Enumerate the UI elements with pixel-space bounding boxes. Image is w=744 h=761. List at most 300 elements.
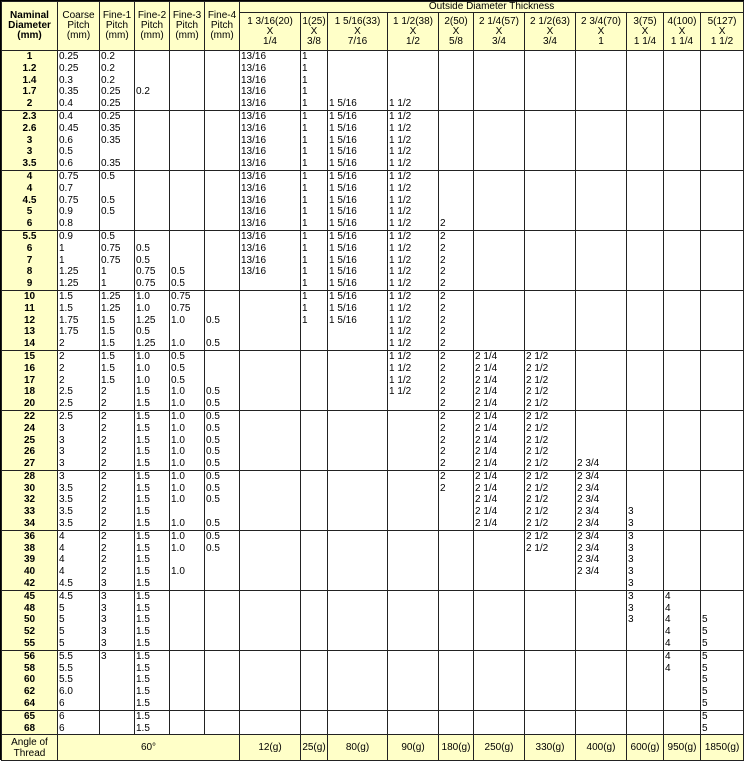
footer-label-line: Thread [13,747,46,759]
cell-value [577,158,625,170]
od-value-cell [576,710,627,735]
fine2-pitch-cell [135,470,170,530]
cell-value: 65 [23,710,36,722]
cell-value [702,494,742,506]
fine3-pitch-cell [170,290,205,350]
cell-value: 5.5 [59,674,73,686]
cell-value [475,554,523,566]
cell-value: 1 1/2 [389,278,412,290]
od-value-cell [576,290,627,350]
cell-value [702,291,742,303]
od-value-cell [576,51,627,111]
header-line: (mm) [17,30,42,41]
cell-value: 0.6 [59,158,73,170]
cell-value [577,183,625,195]
cell-value [665,183,699,195]
od-value-cell [664,710,701,735]
cell-value [440,98,472,110]
header-line: 2 1/4(57) [478,15,520,27]
cell-value [665,51,699,63]
od-value-cell [474,470,525,530]
header-line: X [354,25,361,37]
cell-value: 2 1/4 [475,434,498,446]
cell-value [526,338,574,350]
cell-value [665,566,699,578]
cell-value: 1.5 [136,410,150,422]
od-value-cell [240,530,301,590]
cell-value: 2 [101,434,107,446]
cell-value [206,303,238,315]
cell-value [206,206,238,218]
cell-value [206,663,238,675]
cell-value [389,483,437,495]
cell-value [241,398,299,410]
cell-value [665,554,699,566]
cell-value: 0.75 [59,170,79,182]
od-value-cell [664,470,701,530]
nominal-diameter-cell [2,230,58,290]
cell-value [475,51,523,63]
cell-value: 0.5 [206,314,220,326]
cell-value: 3 [59,458,65,470]
cell-value [475,171,523,183]
cell-value: 3 [101,590,107,602]
cell-value [440,686,472,698]
od-value-cell [525,650,576,710]
cell-value: 4 [665,602,671,614]
cell-value [206,591,238,603]
cell-value [206,98,238,110]
cell-value: 2 1/4 [475,458,498,470]
header-line: Pitch [175,20,199,31]
cell-value [475,674,523,686]
cell-value: 6.0 [59,686,73,698]
cell-value: 64 [23,698,36,710]
cell-value [628,398,662,410]
cell-value [389,663,437,675]
cell-value [206,651,238,663]
od-value-cell [701,350,744,410]
cell-value [577,255,625,267]
cell-value [241,674,299,686]
cell-value: 1 5/16 [329,266,357,278]
fine4-pitch-header [205,2,240,51]
cell-value: 1 [302,290,308,302]
fine3-pitch-cell [170,230,205,290]
cell-value: 2 1/4 [475,446,498,458]
cell-value: 1.0 [171,494,185,506]
cell-value [206,135,238,147]
od-value-cell [301,350,328,410]
cell-value [206,255,238,267]
cell-value [101,183,133,195]
cell-value [206,195,238,207]
od-value-cell [664,51,701,111]
cell-value: 2 [440,230,446,242]
cell-value: 16 [23,362,36,374]
cell-value [526,255,574,267]
cell-value [526,626,574,638]
cell-value: 3 [26,134,33,146]
fine1-pitch-cell [100,230,135,290]
cell-value [171,243,203,255]
od-value-cell [439,170,474,230]
od-value-cell [664,530,701,590]
weight-value: 400(g) [576,735,627,761]
cell-value: 1 5/16 [329,98,357,110]
nominal-diameter-cell [2,110,58,170]
fine2-pitch-cell [135,51,170,111]
cell-value: 50 [23,614,36,626]
cell-value [329,506,386,518]
cell-value: 3 [26,146,33,158]
cell-value [577,303,625,315]
cell-value [302,603,326,615]
cell-value [329,543,386,555]
cell-value [475,566,523,578]
cell-value [171,51,203,63]
cell-value [329,531,386,543]
cell-value [526,603,574,615]
cell-value [628,158,662,170]
cell-value: 1.25 [59,278,79,290]
fine2-pitch-header [135,2,170,51]
cell-value: 1 5/16 [329,134,357,146]
od-value-cell [701,470,744,530]
cell-value [302,674,326,686]
cell-value: 2 1/4 [475,506,498,518]
cell-value [329,651,386,663]
cell-value [389,518,437,530]
cell-value [475,183,523,195]
coarse-pitch-cell [58,590,100,650]
cell-value [440,183,472,195]
coarse-pitch-cell [58,170,100,230]
cell-value [526,206,574,218]
od-value-cell [627,590,664,650]
fine3-pitch-cell [170,530,205,590]
cell-value [440,206,472,218]
cell-value: 5.5 [59,650,73,662]
cell-value [665,315,699,327]
cell-value [665,111,699,123]
cell-value: 2 3/4 [577,494,600,506]
header-line: 4(100) [667,15,697,27]
cell-value [206,698,238,710]
cell-value: 3.5 [59,494,73,506]
cell-value [475,326,523,338]
cell-value [577,63,625,75]
cell-value [241,518,299,530]
cell-value [702,171,742,183]
fine2-pitch-cell [135,350,170,410]
od-value-cell [576,470,627,530]
cell-value: 0.4 [59,98,73,110]
header-line: X [495,25,503,37]
cell-value: 1.5 [136,422,150,434]
header-line: Coarse [62,10,95,21]
cell-value [171,111,203,123]
nominal-diameter-cell [2,650,58,710]
cell-value: 13/16 [241,51,267,62]
cell-value: 5 [26,206,33,218]
cell-value [526,266,574,278]
cell-value: 2.6 [22,122,37,134]
od-column-header [328,13,388,51]
cell-value [171,711,203,723]
cell-value [440,506,472,518]
header-line: Fine-3 [172,10,202,21]
cell-value: 2 1/2 [526,434,549,446]
cell-value [475,315,523,327]
cell-value: 3 [101,602,107,614]
cell-value [206,686,238,698]
weight-value: 180(g) [439,735,474,761]
cell-value: 1.5 [136,674,150,686]
cell-value: 2 [101,398,107,410]
cell-value: 2 3/4 [577,482,600,494]
cell-value [136,158,168,170]
header-line: X [678,25,686,37]
cell-value [475,578,523,590]
header-line: X [718,25,726,37]
cell-value: 13/16 [241,110,267,122]
fine4-pitch-cell [205,530,240,590]
cell-value: 1 1/2 [389,302,412,314]
cell-value: 1.0 [171,470,185,482]
cell-value [526,243,574,255]
cell-value: 1.7 [22,86,37,98]
od-value-cell [701,170,744,230]
cell-value [241,626,299,638]
cell-value [206,111,238,123]
cell-value [302,578,326,590]
cell-value: 2 [101,482,107,494]
cell-value: 1.5 [101,350,115,362]
cell-value [329,638,386,650]
cell-value: 2 1/2 [526,494,549,506]
cell-value: 3 [101,578,107,590]
cell-value [171,626,203,638]
cell-value: 13/16 [241,134,267,146]
cell-value [440,566,472,578]
fine3-pitch-cell [170,710,205,735]
cell-value [526,171,574,183]
cell-value: 5 [59,602,65,614]
cell-value [241,315,299,327]
cell-value [702,183,742,195]
cell-value: 3 [101,626,107,638]
cell-value [526,135,574,147]
header-row [2,2,744,13]
cell-value [526,51,574,63]
cell-value [440,591,472,603]
cell-value [329,351,386,363]
cell-value: 6 [26,218,33,230]
od-value-cell [388,590,439,650]
cell-value [665,435,699,447]
od-value-cell [439,410,474,470]
cell-value [171,231,203,243]
cell-value: 2 [59,374,65,386]
cell-value [577,315,625,327]
cell-value: 1.5 [59,290,73,302]
od-value-cell [664,110,701,170]
cell-value [628,686,662,698]
cell-value [577,146,625,158]
cell-value [526,183,574,195]
cell-value: 1.5 [136,386,150,398]
cell-value: 0.25 [101,110,121,122]
od-value-cell [328,530,388,590]
cell-value [526,98,574,110]
cell-value [577,638,625,650]
header-line: Pitch [67,20,90,31]
cell-value [440,171,472,183]
od-value-cell [439,350,474,410]
cell-value [302,363,326,375]
cell-value [440,75,472,87]
cell-value [241,435,299,447]
cell-value: 1.0 [171,338,185,350]
cell-value: 1.5 [136,458,150,470]
cell-value: 1 1/2 [389,326,412,338]
coarse-pitch-cell [58,530,100,590]
cell-value [526,554,574,566]
cell-value: 1 [302,51,308,62]
fine1-pitch-cell [100,51,135,111]
cell-value: 4 [59,554,65,566]
cell-value: 2 [101,470,107,482]
od-value-cell [240,170,301,230]
cell-value: 2 1/4 [475,410,498,422]
cell-value: 1.5 [136,614,150,626]
od-value-cell [525,51,576,111]
cell-value [389,51,437,63]
cell-value: 2 [59,350,65,362]
od-value-cell [328,650,388,710]
cell-value: 1 5/16 [329,110,357,122]
header-line: 3(75) [633,15,657,27]
cell-value: 4 [59,530,65,542]
od-column-header [664,13,701,51]
od-value-cell [439,230,474,290]
cell-value [389,435,437,447]
cell-value: 1.0 [171,434,185,446]
cell-value [702,398,742,410]
cell-value [206,75,238,87]
od-value-cell [576,650,627,710]
cell-value: 1.5 [136,602,150,614]
cell-value [389,543,437,555]
cell-value [206,123,238,135]
cell-value [526,195,574,207]
cell-value: 3 [59,470,65,482]
cell-value [136,111,168,123]
od-value-cell [240,350,301,410]
cell-value: 1 [59,242,65,254]
cell-value [389,471,437,483]
cell-value [702,363,742,375]
cell-value [665,206,699,218]
cell-value: 1.5 [136,698,150,710]
header-line: Fine-2 [137,10,167,21]
cell-value [302,554,326,566]
cell-value: 13/16 [241,206,267,218]
cell-value: 1.0 [171,410,185,422]
cell-value [329,698,386,710]
cell-value: 1 5/16 [329,122,357,134]
cell-value [171,326,203,338]
fine1-pitch-cell [100,170,135,230]
cell-value [665,471,699,483]
cell-value [136,75,168,87]
cell-value: 2 [59,362,65,374]
cell-value [389,423,437,435]
cell-value: 1.75 [59,326,79,338]
cell-value [526,291,574,303]
cell-value [171,195,203,207]
od-value-cell [664,290,701,350]
od-value-cell [388,470,439,530]
cell-value [526,158,574,170]
cell-value [475,218,523,230]
cell-value [702,423,742,435]
cell-value: 1 1/2 [389,110,412,122]
fine3-pitch-cell [170,590,205,650]
cell-value [440,626,472,638]
cell-value [136,206,168,218]
od-value-cell [439,110,474,170]
od-value-cell [301,410,328,470]
cell-value [526,686,574,698]
cell-value: 2 [101,566,107,578]
cell-value [171,614,203,626]
cell-value [206,86,238,98]
cell-value: 2 1/4 [475,362,498,374]
cell-value [475,698,523,710]
cell-value [526,75,574,87]
cell-value: 30 [23,482,36,494]
cell-value [577,135,625,147]
table-row [2,530,744,590]
cell-value [475,86,523,98]
outside-diameter-thickness-header: Outside Diameter Thickness [240,2,744,13]
cell-value [329,471,386,483]
cell-value [171,135,203,147]
cell-value [302,326,326,338]
od-value-cell [328,230,388,290]
cell-value [665,723,699,735]
cell-value: 0.35 [101,158,121,170]
fine2-pitch-cell [135,290,170,350]
cell-value [171,146,203,158]
od-value-cell [474,230,525,290]
cell-value [440,51,472,63]
fine2-pitch-cell [135,650,170,710]
cell-value [665,386,699,398]
od-value-cell [328,470,388,530]
cell-value [628,63,662,75]
cell-value: 1 1/2 [389,194,412,206]
cell-value [475,531,523,543]
table-row [2,710,744,735]
cell-value: 13/16 [241,218,267,230]
od-value-cell [664,590,701,650]
cell-value [526,723,574,735]
cell-value [206,183,238,195]
cell-value [329,458,386,470]
